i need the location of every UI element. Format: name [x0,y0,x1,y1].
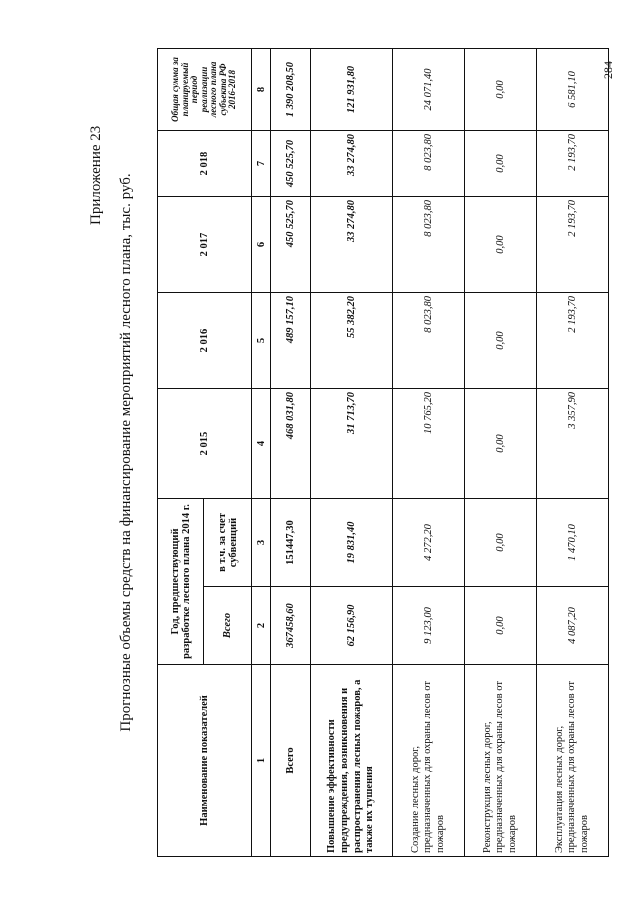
index-cell: 1 [252,665,271,857]
cell-subventions: 151447,30 [271,499,311,587]
row-name: Эксплуатация лесных дорог, предназначенных для охраны лесов от пожаров [537,665,609,857]
cell-2016: 8 023,80 [393,293,465,389]
header-2015: 2 015 [158,389,252,499]
cell-total: 9 123,00 [393,587,465,665]
row-name: Создание лесных дорог, предназначенных для охраны лесов от пожаров [393,665,465,857]
financing-table [157,48,609,857]
cell-total: 4 087,20 [537,587,609,665]
cell-grand-total: 1 390 208,50 [271,49,311,131]
header-2017: 2 017 [158,197,252,293]
cell-2015: 31 713,70 [311,389,393,499]
cell-2016: 489 157,10 [271,293,311,389]
cell-total: 62 156,90 [311,587,393,665]
cell-2017: 0,00 [465,197,537,293]
cell-subventions: 19 831,40 [311,499,393,587]
index-cell: 2 [252,587,271,665]
cell-2016: 2 193,70 [537,293,609,389]
cell-2018: 450 525,70 [271,131,311,197]
cell-2016: 55 382,20 [311,293,393,389]
cell-2018: 0,00 [465,131,537,197]
index-cell: 4 [252,389,271,499]
cell-total: 367458,60 [271,587,311,665]
header-prev-year: Год, предшествующий разработке лесного плана 2014 г. [158,499,204,665]
row-name: Повышение эффективности предупреждения, возникновения и распространения лесных пожаров, а также их тушения [311,665,393,857]
cell-2017: 8 023,80 [393,197,465,293]
header-2018: 2 018 [158,131,252,197]
cell-grand-total: 6 581,10 [537,49,609,131]
row-name: Реконструкция лесных дорог, предназначенных для охраны лесов от пожаров [465,665,537,857]
row-name: Всего [271,665,311,857]
cell-2015: 0,00 [465,389,537,499]
table-row [393,49,465,857]
table-row [271,49,311,857]
index-cell: 8 [252,49,271,131]
table-row [465,49,537,857]
cell-2018: 33 274,80 [311,131,393,197]
table-row [311,49,393,857]
index-cell: 7 [252,131,271,197]
table-row [537,49,609,857]
index-cell: 6 [252,197,271,293]
cell-grand-total: 0,00 [465,49,537,131]
column-index-row [252,49,271,857]
header-subventions: в т.ч. за счет субвенций [204,499,252,587]
cell-grand-total: 121 931,80 [311,49,393,131]
cell-2017: 450 525,70 [271,197,311,293]
cell-2018: 2 193,70 [537,131,609,197]
header-name: Наименование показателей [158,665,252,857]
appendix-label: Приложение 23 [88,125,104,225]
cell-2017: 2 193,70 [537,197,609,293]
cell-subventions: 4 272,20 [393,499,465,587]
cell-2017: 33 274,80 [311,197,393,293]
cell-subventions: 0,00 [465,499,537,587]
cell-grand-total: 24 071,40 [393,49,465,131]
cell-subventions: 1 470,10 [537,499,609,587]
header-2016: 2 016 [158,293,252,389]
cell-2016: 0,00 [465,293,537,389]
header-total: Всего [204,587,252,665]
page-number: 284 [601,61,615,79]
cell-2015: 3 357,90 [537,389,609,499]
index-cell: 3 [252,499,271,587]
cell-total: 0,00 [465,587,537,665]
document-title: Прогнозные объемы средств на финансирование мероприятий лесного плана, тыс. руб. [118,173,134,732]
cell-2015: 10 765,20 [393,389,465,499]
cell-2018: 8 023,80 [393,131,465,197]
index-cell: 5 [252,293,271,389]
header-grand-total: Общая сумма за планируемый период реализации лесного плана субъекта РФ 2016-2018 [158,49,252,131]
cell-2015: 468 031,80 [271,389,311,499]
